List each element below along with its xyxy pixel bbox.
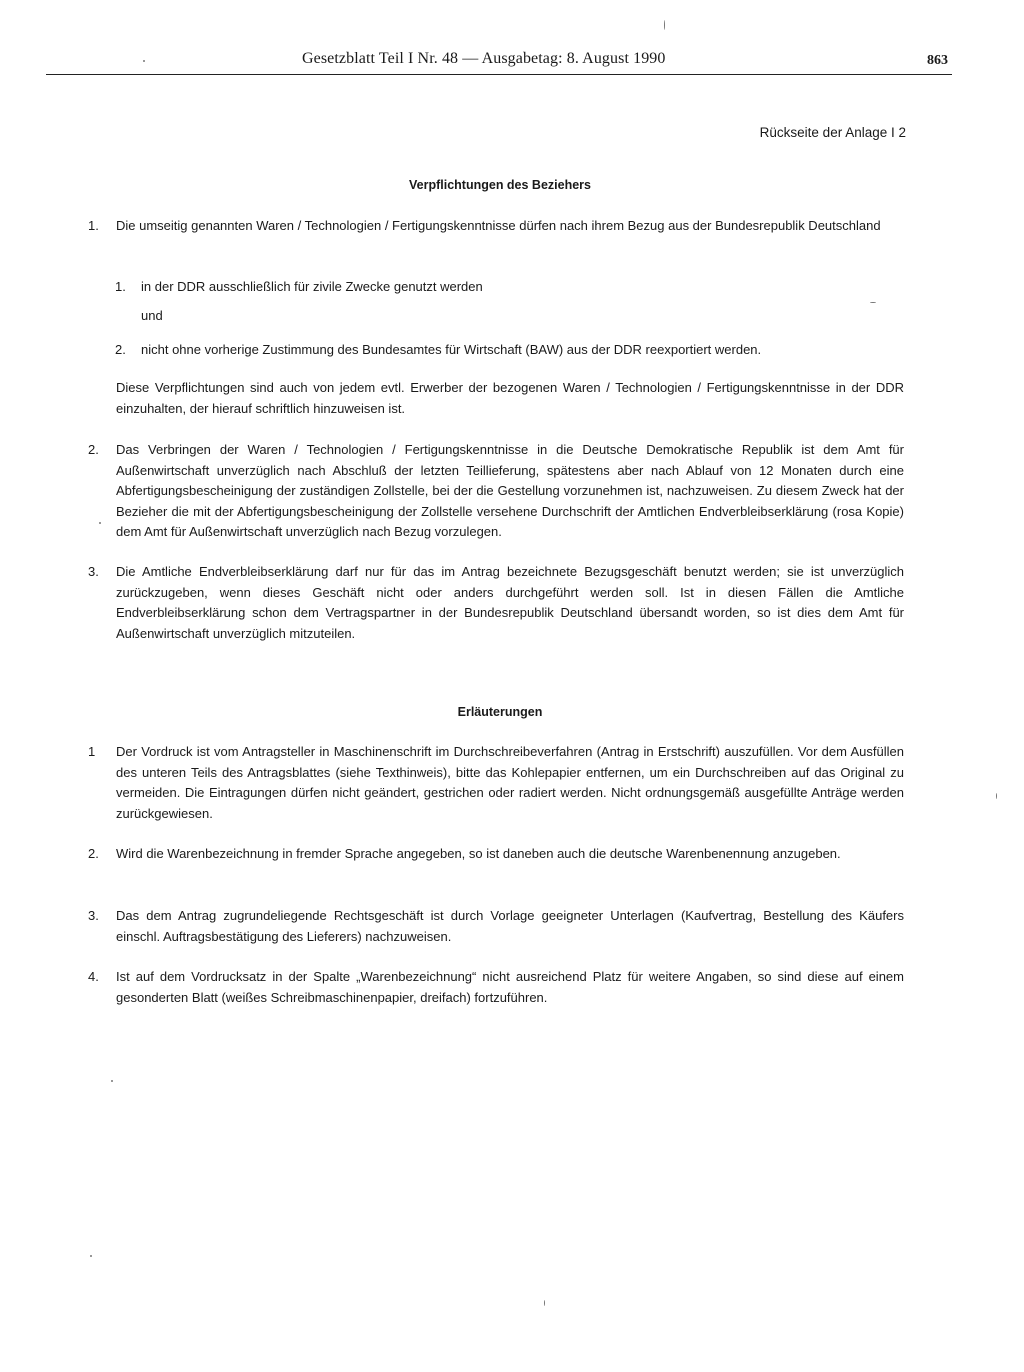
obligation-subitem-1 bbox=[115, 277, 895, 297]
subitem-number: 2. bbox=[115, 342, 126, 357]
item-number: 2. bbox=[88, 442, 99, 457]
obligation-item-1 bbox=[88, 216, 904, 237]
item-number: 2. bbox=[88, 846, 99, 861]
connector-und: und bbox=[141, 308, 163, 323]
subitem-text: in der DDR ausschließlich für zivile Zwecke genutzt werden bbox=[141, 279, 483, 294]
speck bbox=[870, 302, 876, 303]
speck bbox=[99, 522, 101, 524]
item-number: 3. bbox=[88, 908, 99, 923]
obligation-subitem-2 bbox=[115, 340, 895, 360]
obligation-continuation: Diese Verpflichtungen sind auch von jedem evtl. Erwerber der bezogenen Waren / Technologien / Fertigungskenntnisse in der DDR einzuhalten, der hierauf schriftlich hinzuweisen ist. bbox=[116, 380, 904, 416]
subitem-number: 1. bbox=[115, 279, 126, 294]
item-number: 1 bbox=[88, 744, 96, 759]
speck bbox=[996, 793, 997, 799]
obligation-item-3 bbox=[88, 562, 904, 644]
explanation-item-1 bbox=[88, 742, 904, 824]
explanation-item-4 bbox=[88, 967, 904, 1008]
item-text: Der Vordruck ist vom Antragsteller in Maschinenschrift im Durchschreibeverfahren (Antrag in Erstschrift) auszufüllen. Vor dem Ausfüllen des unteren Teils des Antragsblattes (siehe Texthinweis), bitte das Kohlepapier entfernen, um ein Durchschreiben auf das Original zu vermeiden. Die Eintragungen dürfen nicht geändert, gestrichen oder radiert werden. Nicht ordnungsgemäß ausgefüllte Anträge werden zurückgewiesen. bbox=[116, 744, 904, 821]
speck bbox=[111, 1080, 113, 1082]
subitem-text: nicht ohne vorherige Zustimmung des Bundesamtes für Wirtschaft (BAW) aus der DDR reexportiert werden. bbox=[141, 342, 762, 357]
item-text: Die umseitig genannten Waren / Technologien / Fertigungskenntnisse dürfen nach ihrem Bezug aus der Bundesrepublik Deutschland bbox=[116, 218, 881, 233]
explanation-item-3 bbox=[88, 906, 904, 947]
item-number: 3. bbox=[88, 564, 99, 579]
obligation-item-2 bbox=[88, 440, 904, 543]
item-number: 1. bbox=[88, 218, 99, 233]
page-number: 863 bbox=[927, 53, 948, 68]
item-text: Wird die Warenbezeichnung in fremder Sprache angegeben, so ist daneben auch die deutsche Warenbenennung anzugeben. bbox=[116, 846, 841, 861]
speck bbox=[544, 1300, 545, 1306]
item-text: Die Amtliche Endverbleibserklärung darf nur für das im Antrag bezeichnete Bezugsgeschäft benutzt werden; sie ist unverzüglich zurückzugeben, wenn dieses Geschäft nicht oder anders durchgeführt werden soll. Ist in diesen Fällen die Amtliche Endverbleibserklärung schon dem Vertragspartner in der Bundesrepublik Deutschland übersandt worden, so ist dies dem Amt für Außenwirtschaft unverzüglich mitzuteilen. bbox=[116, 564, 904, 641]
annex-label: Rückseite der Anlage I 2 bbox=[759, 125, 906, 140]
section-heading-explanations: Erläuterungen bbox=[457, 705, 543, 719]
section-heading-obligations: Verpflichtungen des Beziehers bbox=[409, 178, 591, 192]
speck bbox=[664, 20, 665, 30]
item-text: Das Verbringen der Waren / Technologien / Fertigungskenntnisse in die Deutsche Demokratische Republik ist dem Amt für Außenwirtschaft unverzüglich nach Abschluß der letzten Teillieferung, spätestens aber nach Ablauf von 12 Monaten durch eine Abfertigungsbescheinigung der zuständigen Zollstelle, bei der die Gestellung vorzunehmen ist, nachzuweisen. Zu diesem Zweck hat der Bezieher die mit der Abfertigungsbescheinigung der Zollstelle versehene Durchschrift der Amtlichen Endverbleibserklärung (rosa Kopie) dem Amt für Außenwirtschaft unverzüglich nach Bezug vorzulegen. bbox=[116, 442, 904, 539]
item-number: 4. bbox=[88, 969, 99, 984]
page-header bbox=[46, 50, 952, 75]
speck bbox=[143, 60, 145, 62]
item-text: Ist auf dem Vordrucksatz in der Spalte „Warenbezeichnung“ nicht ausreichend Platz für weitere Angaben, so sind diese auf einem gesonderten Blatt (weißes Schreibmaschinenpapier, dreifach) fortzuführen. bbox=[116, 969, 904, 1005]
header-title: Gesetzblatt Teil I Nr. 48 — Ausgabetag: 8. August 1990 bbox=[302, 50, 666, 67]
speck bbox=[90, 1255, 92, 1257]
explanation-item-2 bbox=[88, 844, 904, 865]
item-text: Das dem Antrag zugrundeliegende Rechtsgeschäft ist durch Vorlage geeigneter Unterlagen (Kaufvertrag, Bestellung des Käufers einschl. Auftragsbestätigung des Lieferers) nachzuweisen. bbox=[116, 908, 904, 944]
